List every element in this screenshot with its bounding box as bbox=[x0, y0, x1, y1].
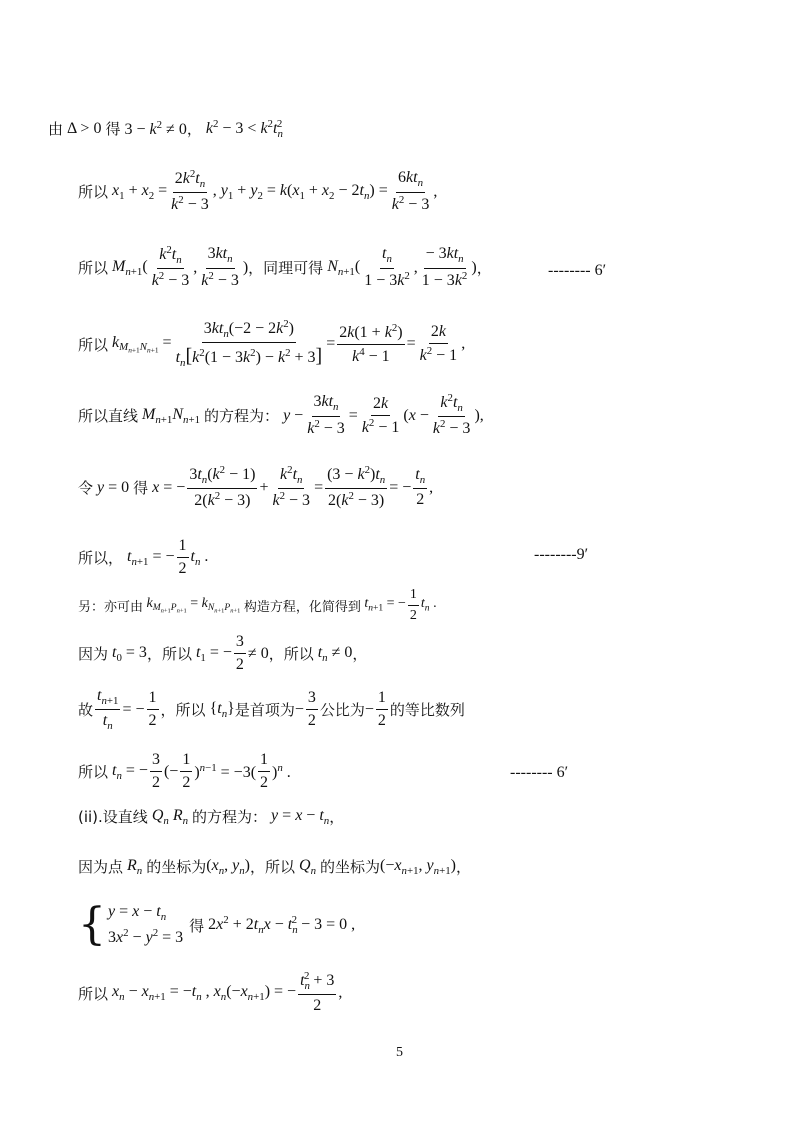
line-general-term: 所以 $t_n$ = − $\frac{3}{2}$ (− $\frac{1}{2}$ )$^{n-1}$ = −3( $\frac{1}{2}$ )$^n$ . bbox=[78, 751, 291, 791]
line-set-y-zero: 令 y = 0 得 x = − $\frac{3t_n(k^2 - 1)}{2(k^2 - 3)}$ + $\frac{k^2t_n}{k^2 - 3}$ = $\frac{(3 - k^2)t_n}{2(k^2 - 3)}$ = − $\frac{t_n}{2}$ , bbox=[78, 464, 434, 510]
line-sum-roots: 所以 $x_1 + x_2$ = $\frac{2k^2t_n}{k^2 - 3}$ , $y_1 + y_2 = k(x_1 + x_2 - 2t_n)$ = $\frac{6kt_n}{k^2 - 3}$ , bbox=[78, 168, 438, 214]
line-vieta: 所以 $x_n - x_{n+1} = -t_n$ , $x_n(-x_{n+1})$ = − $\frac{t_n^2 + 3}{2}$ , bbox=[78, 970, 343, 1015]
line-part-ii: (ii).设直线 $Q_n$ $R_n$ 的方程为： $y = x - t_n$ ， bbox=[78, 806, 345, 827]
line-slope: 所以 $k_{M_{n+1}N_{n+1}}$ = $\frac{3kt_n(-2 - 2k^2)}{t_n[k^2(1 - 3k^2) - k^2 + 3]}$ = $\frac{2k(1 + k^2)}{k^4 - 1}$ = $\frac{2k}{k^2 - 1}$ , bbox=[78, 318, 466, 370]
line-initial-value: 因为 $t_0 = 3$ ， 所以 $t_1$ = − $\frac{3}{2}$ ≠ 0 ， 所以 $t_n \ne 0$ ， bbox=[78, 633, 368, 673]
line-geometric-sequence: 故 $\frac{t_{n+1}}{t_n}$ = − $\frac{1}{2}$ ， 所以 $\{t_n\}$ 是首项为 − $\frac{3}{2}$ 公比为 − $\frac{1}{2}$ 的等比数列 bbox=[78, 687, 465, 733]
score-mark-3: -------- 6′ bbox=[510, 764, 569, 781]
line-equation-system: { $y = x - t_n$ $3x^2 - y^2 = 3$ 得 $2x^2 + 2t_nx - t_n^2 - 3 = 0$ , bbox=[78, 899, 356, 951]
line-delta-condition: 由 Δ > 0 得 $3 - k^2 \ne 0$ ， $k^2 - 3 < k^2t_n^2$ bbox=[48, 118, 283, 140]
line-equation-mn: 所以直线 $M_{n+1}N_{n+1}$ 的方程为： y − $\frac{3kt_n}{k^2 - 3}$ = $\frac{2k}{k^2 - 1}$ (x − $\frac{k^2t_n}{k^2 - 3}$ ), bbox=[78, 392, 484, 438]
line-alternative-note: 另：亦可由 $k_{M_{n+1}P_{n+1}} = k_{N_{n+1}P_{n+1}}$ 构造方程，化简得到 $t_{n+1}$ = − $\frac{1}{2}$ $t_n$ . bbox=[78, 587, 437, 623]
line-midpoints: 所以 $M_{n+1}$( $\frac{k^2t_n}{k^2 - 3}$ , $\frac{3kt_n}{k^2 - 3}$ ) ，同理可得 $N_{n+1}$( $\frac{t_n}{1 - 3k^2}$ , $\frac{- 3kt_n}{1 - 3k^2}$ ) ， bbox=[78, 244, 492, 290]
page-number: 5 bbox=[396, 1045, 403, 1060]
score-mark-1: -------- 6′ bbox=[548, 262, 607, 279]
line-coordinates: 因为点 $R_n$ 的坐标为 ($x_n$, $y_n$) ，所以 $Q_n$ 的坐标为 ($-x_{n+1}$, $y_{n+1}$) ， bbox=[78, 856, 471, 877]
line-recurrence: 所以， $t_{n+1}$ = − $\frac{1}{2}$ $t_n$ . bbox=[78, 537, 209, 577]
score-mark-2: --------9′ bbox=[534, 546, 589, 563]
